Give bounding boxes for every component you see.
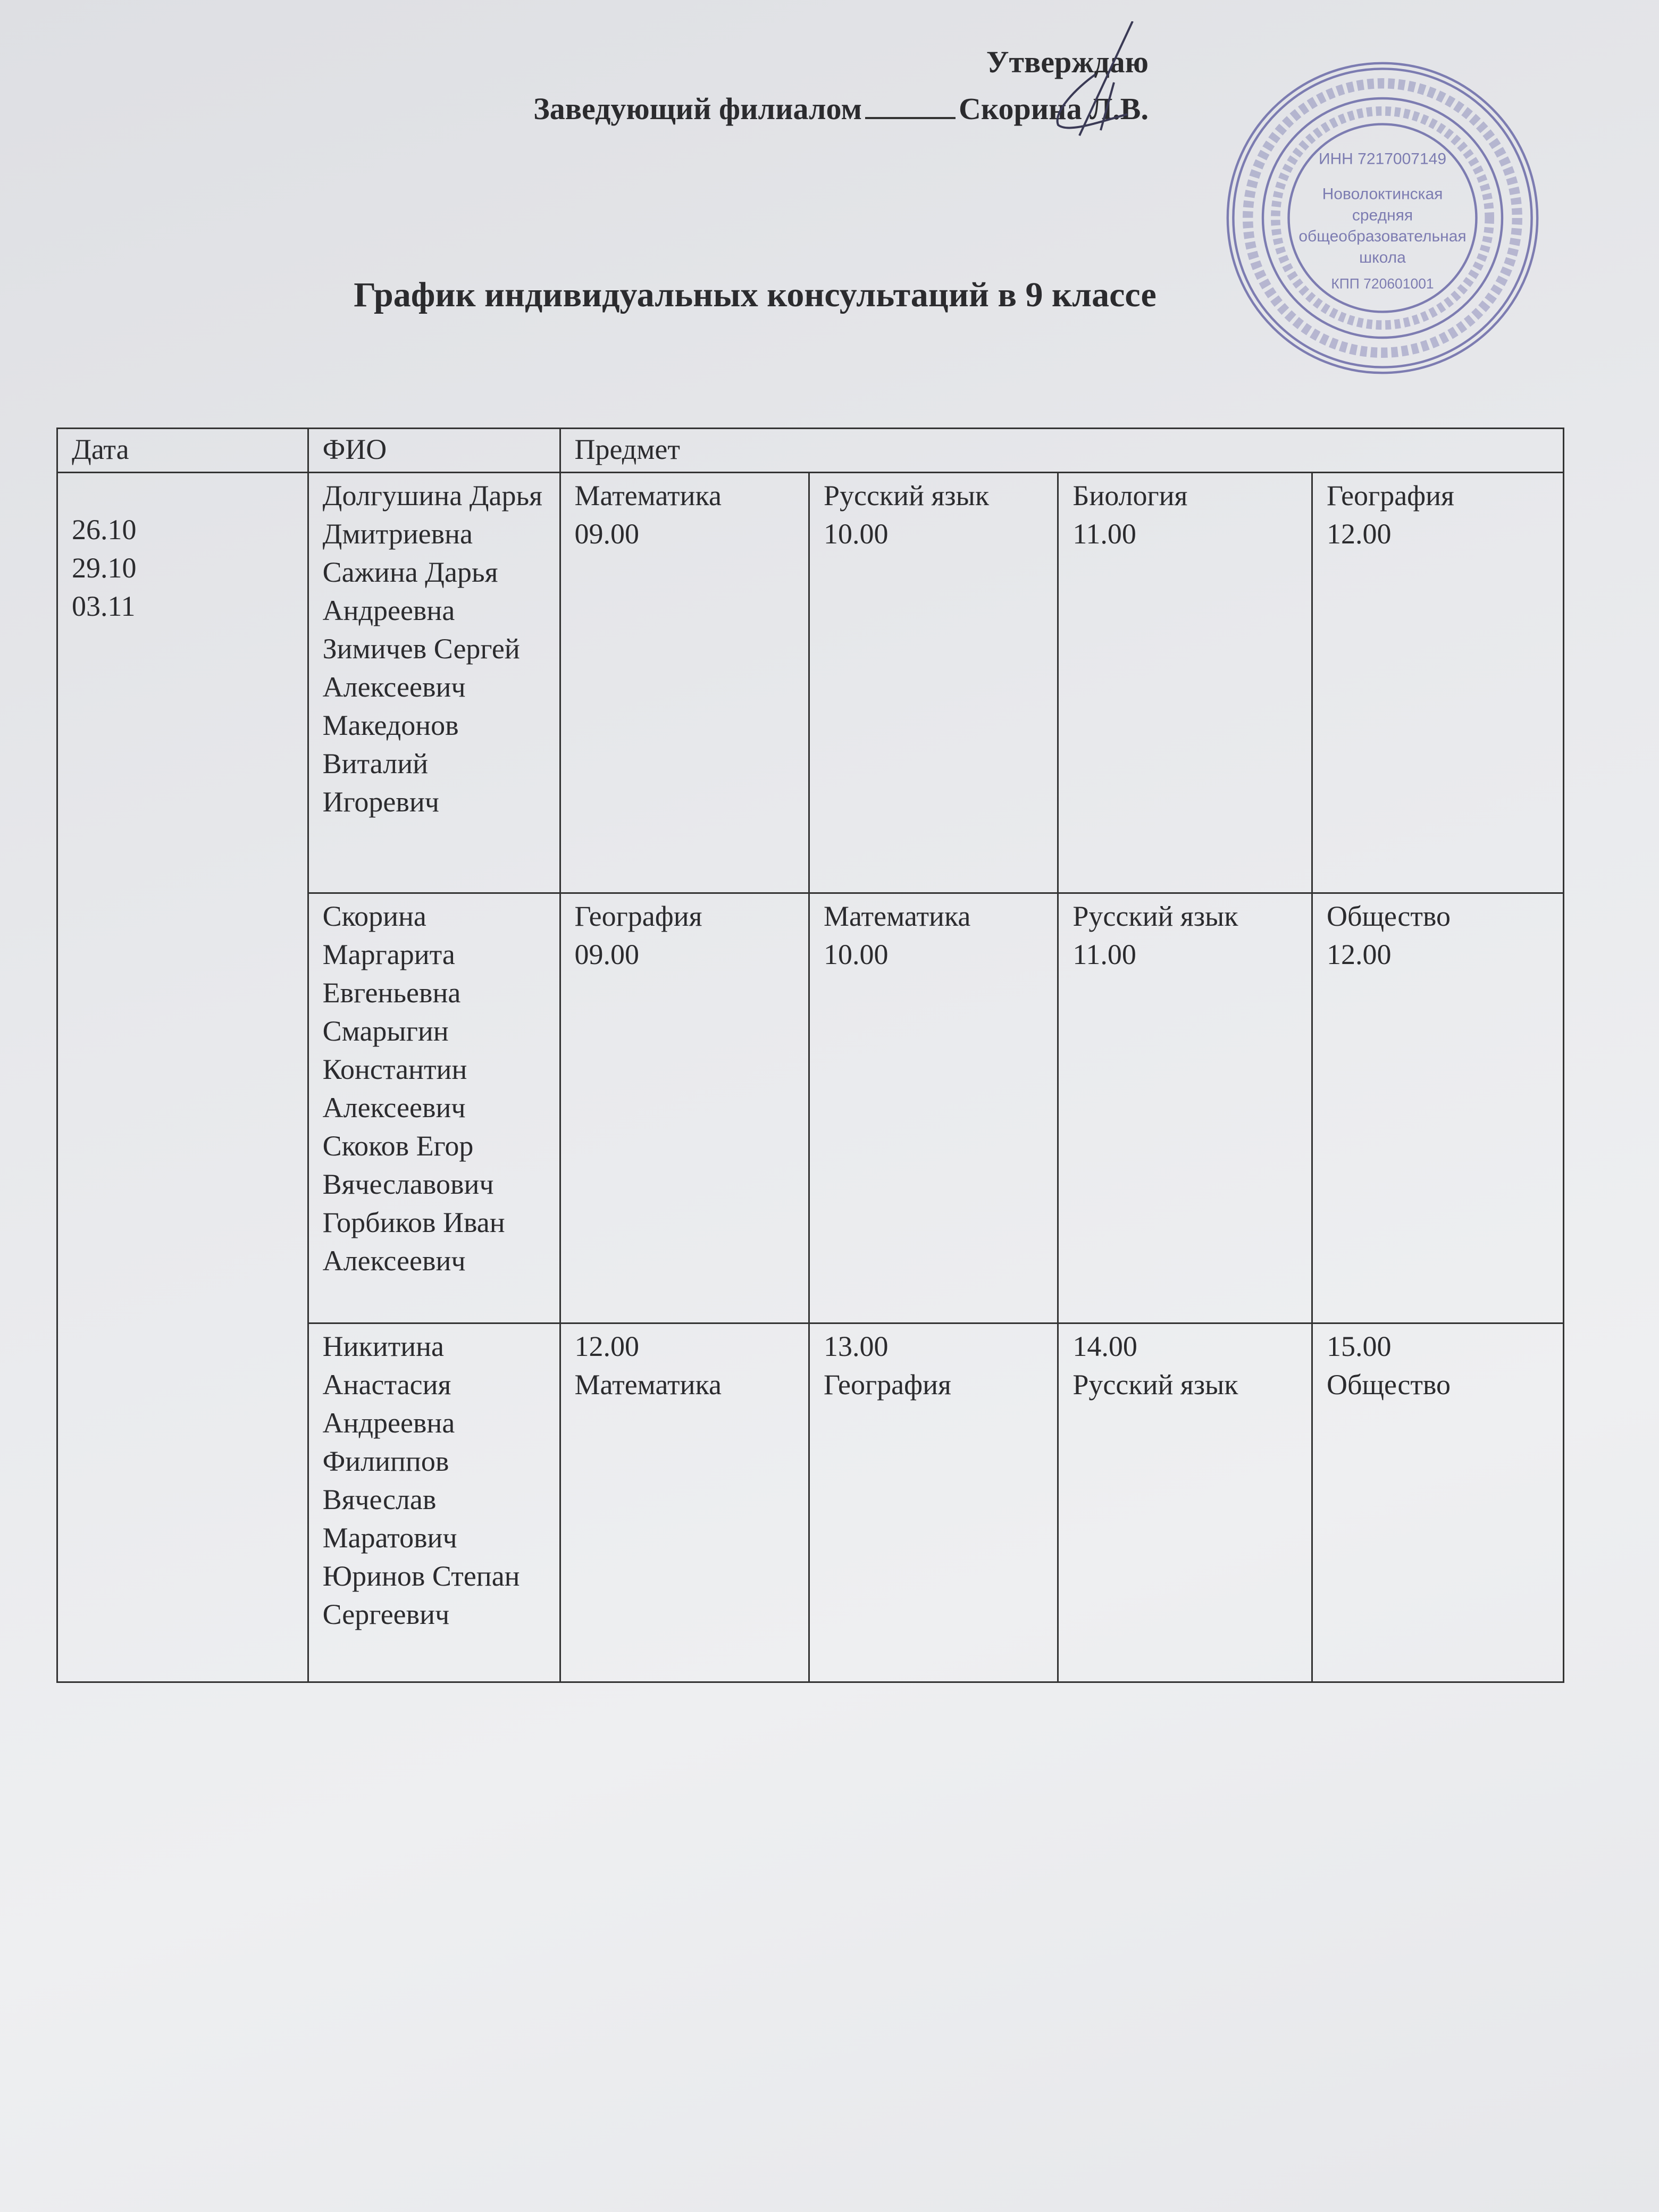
consultation-time: 12.00 [1326, 518, 1392, 550]
student-name: Скорина Маргарита Евгеньевна [322, 900, 461, 1009]
consultation-subject: Биология [1073, 480, 1188, 512]
date-cell [57, 473, 308, 1682]
consultation-time: 14.00 [1073, 1330, 1137, 1362]
consultation-subject: География [823, 1369, 951, 1401]
consultation-time: 15.00 [1326, 1330, 1392, 1362]
header-fio: ФИО [308, 429, 560, 473]
consultation-time: 10.00 [823, 518, 889, 550]
table-row [57, 473, 1564, 893]
consultation-subject: Русский язык [1073, 1369, 1238, 1401]
consultation-subject: Математика [823, 900, 971, 932]
consultation-subject: Общество [1326, 1369, 1451, 1401]
students-cell [308, 473, 560, 893]
student-name: Скоков Егор Вячеславович [322, 1130, 494, 1200]
consultation-subject: Русский язык [823, 480, 990, 512]
students-cell [308, 893, 560, 1323]
svg-text:ИНН 7217007149: ИНН 7217007149 [1318, 150, 1447, 168]
student-name: Зимичев Сергей Алексеевич [322, 633, 520, 703]
consultation-subject: География [574, 900, 702, 932]
header-subject: Предмет [560, 429, 1563, 473]
svg-text:школа: школа [1359, 248, 1406, 266]
school-stamp [1223, 58, 1542, 378]
consultation-time: 11.00 [1073, 518, 1136, 550]
approval-label: Утверждаю [986, 45, 1149, 79]
header-date: Дата [57, 429, 308, 473]
title-text: График индивидуальных консультаций в 9 классе [354, 275, 1157, 314]
date-value: 29.10 [72, 552, 137, 584]
svg-text:Новолоктинская: Новолоктинская [1322, 185, 1443, 203]
students-cell [308, 1323, 560, 1682]
student-name: Юринов Степан Сергеевич [322, 1560, 520, 1630]
consultation-time: 10.00 [823, 939, 889, 970]
table-header-row [57, 429, 1564, 473]
student-name: Долгушина Дарья Дмитриевна [322, 480, 542, 550]
consultation-cell [809, 893, 1058, 1323]
consultation-cell [560, 1323, 809, 1682]
student-name: Сажина Дарья Андреевна [322, 556, 498, 626]
consultation-time: 11.00 [1073, 939, 1136, 970]
consultation-subject: Общество [1326, 900, 1451, 932]
consultation-subject: Математика [574, 1369, 722, 1401]
svg-text:средняя: средняя [1352, 206, 1413, 224]
consultation-subject: Математика [574, 480, 722, 512]
student-name: Смарыгин Константин Алексеевич [322, 1015, 467, 1124]
approver-name: Скорина Л.В. [958, 91, 1149, 126]
consultation-cell [1312, 473, 1563, 893]
consultation-cell [809, 1323, 1058, 1682]
student-name: Никитина Анастасия Андреевна [322, 1330, 455, 1439]
schedule-table [56, 428, 1564, 1683]
student-name: Филиппов Вячеслав Маратович [322, 1445, 457, 1554]
consultation-time: 09.00 [574, 939, 640, 970]
consultation-time: 12.00 [1326, 939, 1392, 970]
consultation-subject: География [1326, 480, 1454, 512]
svg-text:КПП 720601001: КПП 720601001 [1331, 275, 1434, 292]
consultation-time: 12.00 [574, 1330, 640, 1362]
date-value: 26.10 [72, 514, 137, 546]
consultation-cell [1058, 473, 1312, 893]
date-value: 03.11 [72, 590, 136, 622]
consultation-time: 09.00 [574, 518, 640, 550]
consultation-cell [809, 473, 1058, 893]
consultation-cell [560, 893, 809, 1323]
approver-position: Заведующий филиалом [533, 91, 862, 126]
consultation-cell [1312, 893, 1563, 1323]
signature-line [865, 117, 956, 119]
document-title [0, 274, 1659, 316]
svg-text:общеобразовательная: общеобразовательная [1298, 228, 1467, 246]
consultation-time: 13.00 [823, 1330, 889, 1362]
signature [1026, 21, 1154, 138]
consultation-cell [1058, 1323, 1312, 1682]
student-name: Македонов Виталий Игоревич [322, 709, 459, 818]
consultation-cell [1058, 893, 1312, 1323]
student-name: Горбиков Иван Алексеевич [322, 1206, 505, 1277]
consultation-cell [1312, 1323, 1563, 1682]
consultation-subject: Русский язык [1073, 900, 1238, 932]
consultation-cell [560, 473, 809, 893]
